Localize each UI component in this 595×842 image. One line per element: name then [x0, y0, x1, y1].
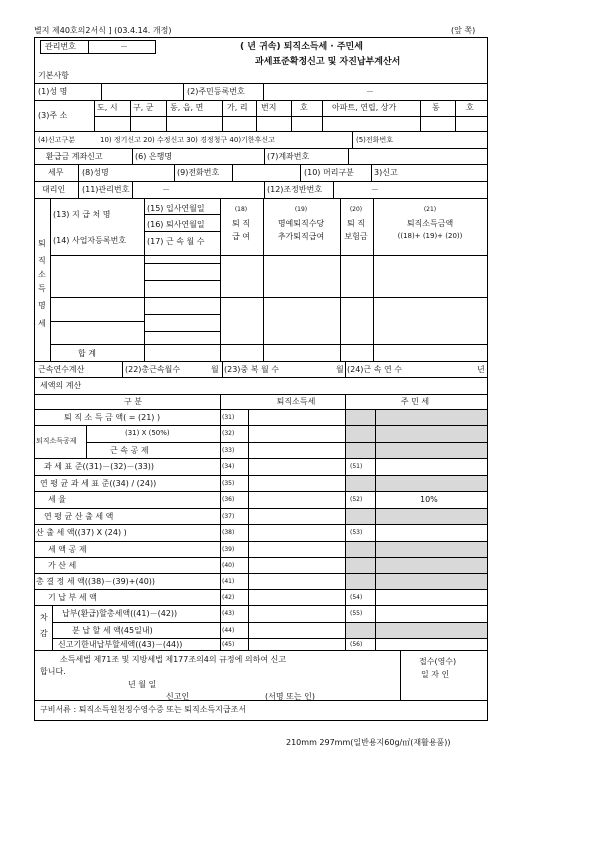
addr-col: 동, 읍, 면 [170, 103, 204, 112]
col-item: 구 분 [124, 397, 142, 406]
tax-row-45: 신고기한내납부할세액((43)－(44)) [58, 640, 183, 649]
c21-line: 퇴직소득금액 [406, 219, 454, 228]
income-side-label: 퇴 [38, 239, 46, 248]
agent-label-top: 세무 [48, 168, 64, 177]
tax-row-44: 분 납 할 세 액(45일내) [72, 626, 153, 635]
mgmt-label: 관리번호 [45, 42, 76, 51]
tax-row-41: 총 결 정 세 액((38)－(39)+(40)) [36, 577, 156, 586]
agent-label-bottom: 대리인 [42, 185, 66, 194]
sign-label: (서명 또는 인) [265, 692, 315, 701]
tax-no: (45) [222, 641, 235, 648]
tax-no: (33) [222, 447, 235, 454]
tax-no: (40) [222, 562, 235, 569]
account-label: (7)계좌번호 [267, 152, 310, 161]
col-resident: 주 민 세 [400, 397, 430, 406]
months-header: (17) 근 속 월 수 [147, 237, 205, 246]
addr-col: 아파트, 연립, 상가 [332, 103, 397, 112]
refund-label: 환급금 계좌신고 [46, 152, 103, 161]
col-retire: 퇴직소득세 [276, 397, 316, 406]
c18-line: 퇴 직 [232, 219, 250, 228]
resident-rate: 10% [420, 495, 438, 504]
tax-row-43: 납부(환급)할총세액((41)－(42)) [62, 609, 178, 618]
tax-row-36: 세 율 [48, 495, 66, 504]
addr-col: 동 [432, 103, 440, 112]
bank-label: (6) 은행명 [135, 152, 173, 161]
agent-type: 3)신고 [374, 168, 398, 177]
addr-col: 가, 리 [227, 103, 248, 112]
income-side-label: 명 [38, 301, 46, 310]
rrn-dash: － [366, 87, 374, 96]
tax-no: (43) [222, 610, 235, 617]
tax-no: (32) [222, 430, 235, 437]
paper-spec: 210mm 297mm(일반용지60g/㎡(재활용품)) [286, 738, 451, 747]
resident-no: (51) [350, 463, 363, 470]
tax-no: (37) [222, 513, 235, 520]
c18-no: (18) [234, 206, 248, 213]
income-side-label: 소 [38, 270, 46, 279]
addr-label: (3)주 소 [38, 111, 68, 120]
agent-phone: (9)전화번호 [177, 168, 220, 177]
addr-col: 번지 [261, 103, 277, 112]
receipt-line2: 일 자 인 [421, 670, 450, 679]
mgmt-value: － [120, 42, 128, 51]
service-label: 근속연수계산 [38, 365, 85, 374]
form-number: 별지 제40호의2서식 ] (03.4.14. 개정) [34, 26, 172, 35]
gam-label: 감 [40, 629, 48, 638]
c19-line: 명예퇴직수당 [277, 219, 325, 228]
tax-row-38: 산 출 세 액((37) X (24) ) [36, 528, 127, 537]
c20-line: 퇴 직 [347, 219, 365, 228]
service-c24: (24)근 속 연 수 [347, 365, 402, 374]
service-month1: 월 [211, 365, 219, 374]
agent-adj: (12)조정반번호 [267, 185, 323, 194]
tax-row-32: (31) X (50%) [125, 429, 170, 437]
c20-line: 보험금 [344, 232, 368, 241]
join-header: (15) 입사연월일 [147, 204, 205, 213]
agent-adj-dash: － [371, 185, 379, 194]
agent-name: (8)성명 [82, 168, 109, 177]
tax-row-42: 기 납 부 세 액 [48, 593, 97, 602]
tax-row-39: 세 액 공 제 [48, 545, 87, 554]
addr-col: 호 [300, 103, 308, 112]
addr-col: 도, 시 [97, 103, 118, 112]
tax-row-33: 근 속 공 제 [110, 446, 149, 455]
biz-header: (14) 사업자등록번호 [53, 236, 127, 245]
title-line2: 과세표준확정신고 및 자진납부계산서 [255, 57, 401, 67]
service-year: 년 [477, 365, 485, 374]
signer-label: 신고인 [166, 692, 190, 701]
rrn-label: (2)주민등록번호 [187, 87, 245, 96]
tax-section: 세액의 계산 [40, 381, 82, 390]
c21-line: ((18)+ (19)+ (20)) [397, 232, 463, 240]
required-docs: 구비서류 : 퇴직소득원천징수영수증 또는 퇴직소득지급조서 [40, 705, 247, 714]
income-side-label: 득 [38, 284, 46, 293]
tax-no: (38) [222, 529, 235, 536]
income-total: 합 계 [78, 349, 96, 358]
addr-col: 호 [466, 103, 474, 112]
resident-no: (55) [350, 610, 363, 617]
cha-label: 차 [40, 613, 48, 622]
tax-row-34: 과 세 표 준((31)－(32)－(33)) [44, 462, 155, 471]
service-c22: (22)총근속월수 [125, 365, 181, 374]
tax-no: (42) [222, 594, 235, 601]
agent-mgmt: (11)관리번호 [82, 185, 130, 194]
resident-no: (56) [350, 641, 363, 648]
resident-no: (52) [350, 496, 363, 503]
tax-row-31: 퇴 직 소 득 금 액( = (21) ) [64, 413, 161, 422]
tax-no: (31) [222, 414, 235, 421]
tax-row-37: 연 평 균 산 출 세 액 [44, 512, 114, 521]
resident-no: (53) [350, 529, 363, 536]
deduct-label: 퇴직소득공제 [36, 437, 77, 445]
page-side: (앞 쪽) [451, 26, 476, 35]
payer-header: (13) 지 급 처 명 [53, 210, 111, 219]
report-label: (4)신고구분 [38, 136, 75, 144]
tax-row-40: 가 산 세 [48, 561, 77, 570]
phone-label: (5)전화번호 [356, 136, 393, 144]
c21-no: (21) [423, 206, 437, 213]
resident-no: (54) [350, 594, 363, 601]
report-options: 10) 정기신고 20) 수정신고 30) 경정청구 40)기한후신고 [100, 136, 275, 144]
declaration-line2: 합니다. [40, 667, 66, 676]
c19-no: (19) [294, 206, 308, 213]
addr-col: 구, 군 [133, 103, 154, 112]
c20-no: (20) [349, 206, 363, 213]
tax-no: (39) [222, 546, 235, 553]
income-side-label: 직 [38, 256, 46, 265]
service-month2: 월 [336, 365, 344, 374]
agent-head: (10) 머리구분 [304, 168, 354, 177]
c18-line: 급 여 [232, 232, 250, 241]
receipt-line1: 접수(영수) [419, 657, 457, 666]
leave-header: (16) 퇴사연월일 [147, 220, 205, 229]
tax-no: (44) [222, 627, 235, 634]
tax-no: (35) [222, 480, 235, 487]
section-basic: 기본사항 [38, 71, 69, 80]
name-label: (1)성 명 [38, 87, 68, 96]
declaration-date: 년 월 일 [128, 680, 157, 689]
title-line1: ( 년 귀속) 퇴직소득세 · 주민세 [240, 42, 363, 52]
c19-line: 추가퇴직급여 [277, 232, 325, 241]
agent-mgmt-dash: － [162, 185, 170, 194]
service-c23: (23)중 복 월 수 [224, 365, 279, 374]
tax-no: (36) [222, 496, 235, 503]
income-side-label: 세 [38, 319, 46, 328]
tax-no: (34) [222, 463, 235, 470]
tax-no: (41) [222, 578, 235, 585]
declaration-line1: 소득세법 제71조 및 지방세법 제177조의4의 규정에 의하여 신고 [60, 655, 287, 664]
tax-row-35: 연 평 균 과 세 표 준((34) / (24)) [40, 479, 157, 488]
